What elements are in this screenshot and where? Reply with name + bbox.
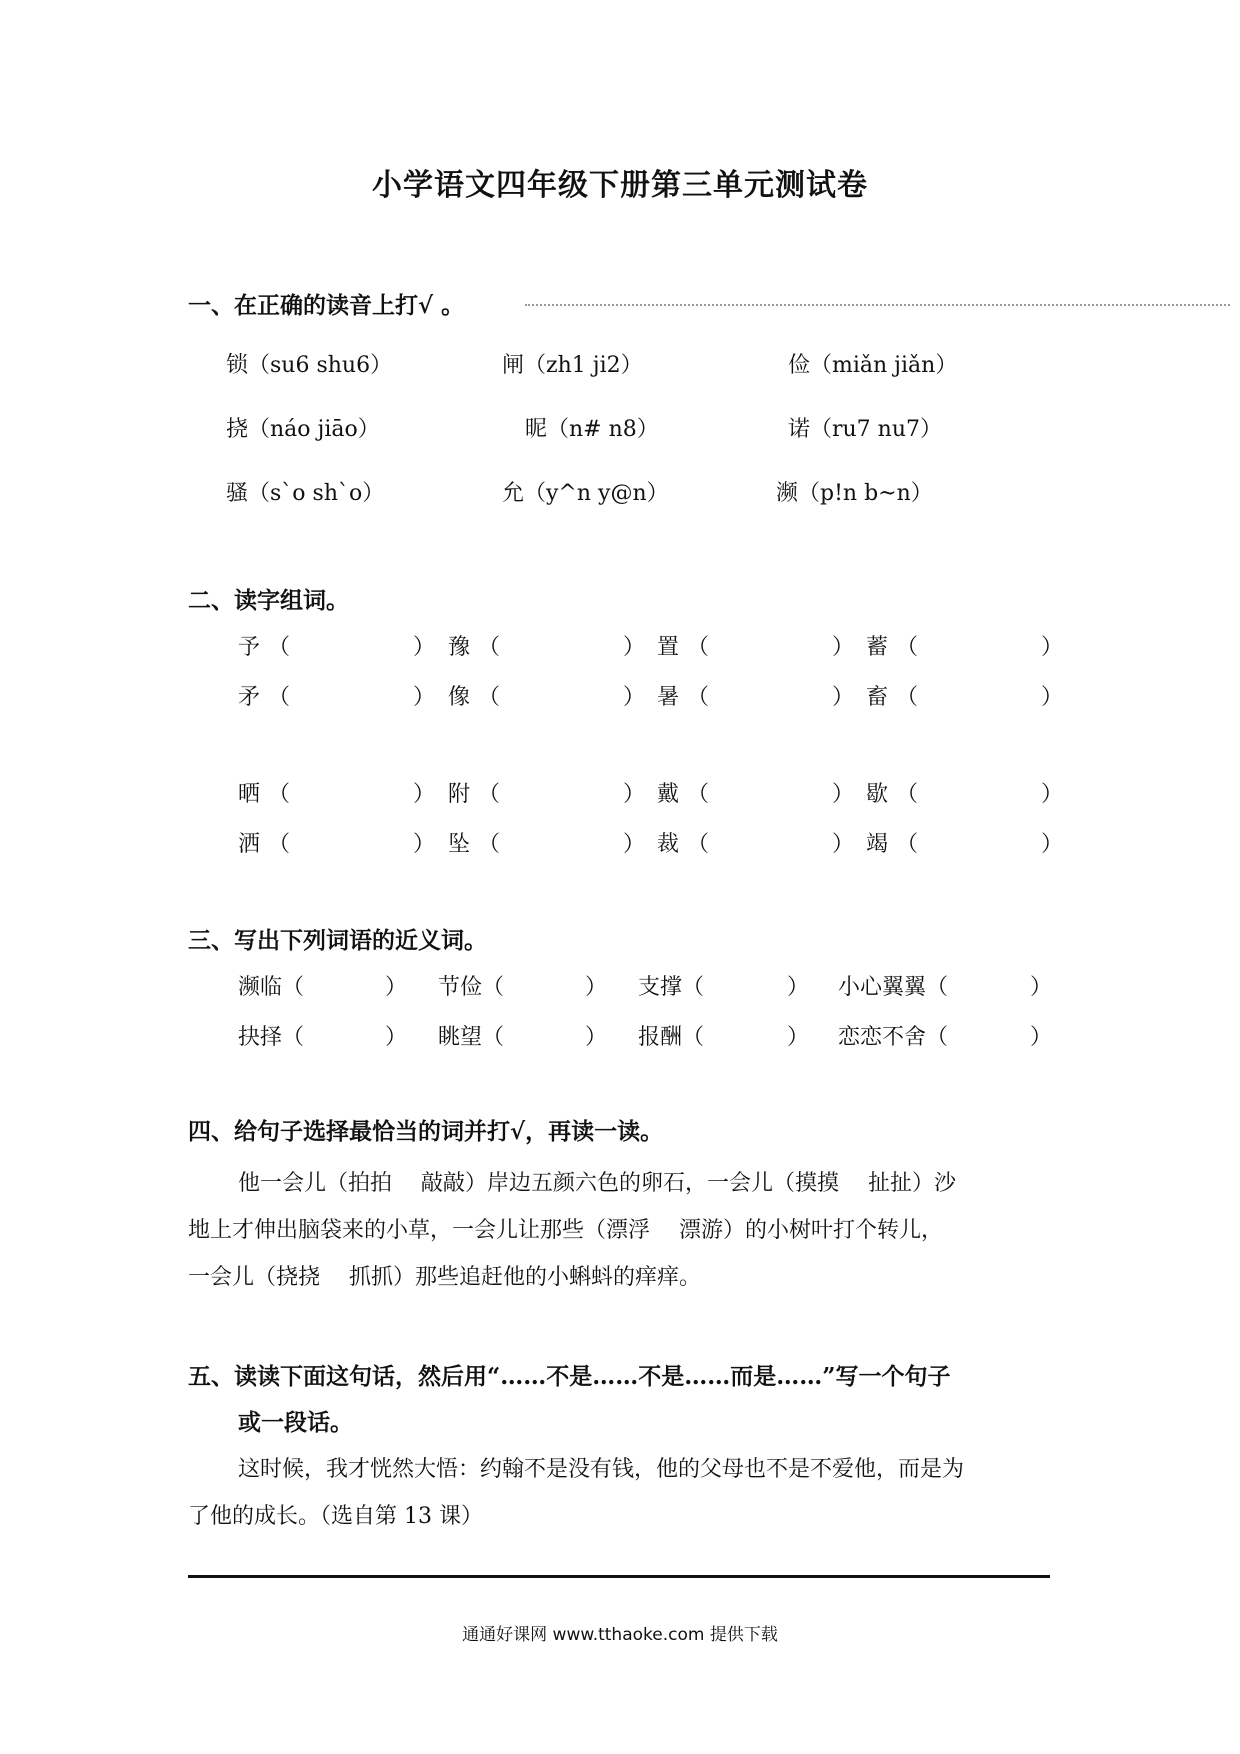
close-paren: ） [413, 635, 436, 660]
open-paren: （ [896, 685, 919, 710]
word-char: 蓄 [866, 635, 889, 660]
pinyin-item: 昵（n# n8） [525, 417, 659, 442]
section-5-heading: 五、读读下面这句话，然后用“……不是……不是……而是……”写一个句子 [188, 1363, 951, 1390]
open-paren: （ [268, 832, 291, 857]
word-char: 洒 [238, 832, 261, 857]
paragraph-line: 地上才伸出脑袋来的小草，一会儿让那些（漂浮 漂游）的小树叶打个转儿， [188, 1218, 943, 1243]
open-paren: （ [687, 685, 710, 710]
close-paren: ） [585, 1025, 608, 1050]
close-paren: ） [413, 832, 436, 857]
open-paren: （ [478, 685, 501, 710]
word-char: 戴 [657, 782, 680, 807]
pinyin-item: 诺（ru7 nu7） [788, 417, 943, 442]
close-paren: ） [623, 832, 646, 857]
page-title: 小学语文四年级下册第三单元测试卷 [372, 168, 868, 203]
open-paren: （ [268, 635, 291, 660]
open-paren: （ [478, 832, 501, 857]
close-paren: ） [1041, 782, 1064, 807]
dotted-leader [525, 300, 1230, 306]
paragraph-line: 他一会儿（拍拍 敲敲）岸边五颜六色的卵石，一会儿（摸摸 扯扯）沙 [238, 1171, 956, 1196]
synonym-word: 濒临（ [238, 975, 305, 1000]
section-2-heading: 二、读字组词。 [188, 587, 349, 614]
word-char: 畜 [866, 685, 889, 710]
synonym-word: 恋恋不舍（ [838, 1025, 949, 1050]
close-paren: ） [623, 782, 646, 807]
open-paren: （ [268, 685, 291, 710]
open-paren: （ [687, 832, 710, 857]
word-char: 歇 [866, 782, 889, 807]
close-paren: ） [832, 685, 855, 710]
pinyin-item: 闸（zh1 ji2） [502, 353, 643, 378]
open-paren: （ [896, 782, 919, 807]
close-paren: ） [787, 1025, 810, 1050]
close-paren: ） [623, 635, 646, 660]
word-char: 暑 [657, 685, 680, 710]
close-paren: ） [413, 685, 436, 710]
open-paren: （ [896, 635, 919, 660]
section-5-heading-cont: 或一段话。 [238, 1409, 353, 1436]
word-char: 像 [448, 685, 471, 710]
footer-rule [188, 1575, 1050, 1578]
close-paren: ） [385, 975, 408, 1000]
close-paren: ） [413, 782, 436, 807]
footer-text: 通通好课网 www.tthaoke.com 提供下载 [462, 1625, 778, 1645]
close-paren: ） [832, 782, 855, 807]
pinyin-item: 骚（s`o sh`o） [226, 481, 385, 506]
synonym-word: 小心翼翼（ [838, 975, 949, 1000]
open-paren: （ [478, 782, 501, 807]
word-char: 置 [657, 635, 680, 660]
section-4-heading: 四、给句子选择最恰当的词并打√，再读一读。 [188, 1118, 664, 1145]
section-1-heading: 一、在正确的读音上打√ 。 [188, 292, 465, 319]
close-paren: ） [1041, 832, 1064, 857]
open-paren: （ [478, 635, 501, 660]
word-char: 裁 [657, 832, 680, 857]
close-paren: ） [832, 635, 855, 660]
word-char: 坠 [448, 832, 471, 857]
close-paren: ） [585, 975, 608, 1000]
close-paren: ） [1030, 1025, 1053, 1050]
section-3-heading: 三、写出下列词语的近义词。 [188, 927, 487, 954]
close-paren: ） [1041, 635, 1064, 660]
pinyin-item: 濒（p!n b~n） [776, 481, 933, 506]
close-paren: ） [1041, 685, 1064, 710]
close-paren: ） [623, 685, 646, 710]
pinyin-item: 挠（náo jiāo） [226, 417, 380, 442]
pinyin-item: 俭（miǎn jiǎn） [788, 353, 958, 378]
open-paren: （ [268, 782, 291, 807]
close-paren: ） [832, 832, 855, 857]
synonym-word: 节俭（ [438, 975, 505, 1000]
close-paren: ） [1030, 975, 1053, 1000]
word-char: 矛 [238, 685, 261, 710]
word-char: 晒 [238, 782, 261, 807]
paragraph-line: 一会儿（挠挠 抓抓）那些追赶他的小蝌蚪的痒痒。 [188, 1265, 701, 1290]
synonym-word: 眺望（ [438, 1025, 505, 1050]
paragraph-line: 这时候，我才恍然大悟：约翰不是没有钱，他的父母也不是不爱他，而是为 [238, 1457, 965, 1482]
open-paren: （ [687, 782, 710, 807]
word-char: 予 [238, 635, 261, 660]
close-paren: ） [385, 1025, 408, 1050]
pinyin-item: 允（y^n y@n） [502, 481, 669, 506]
open-paren: （ [687, 635, 710, 660]
paragraph-line: 了他的成长。（选自第 13 课） [188, 1504, 483, 1529]
word-char: 附 [448, 782, 471, 807]
open-paren: （ [896, 832, 919, 857]
synonym-word: 抉择（ [238, 1025, 305, 1050]
synonym-word: 支撑（ [638, 975, 705, 1000]
word-char: 豫 [448, 635, 471, 660]
close-paren: ） [787, 975, 810, 1000]
pinyin-item: 锁（su6 shu6） [226, 353, 393, 378]
synonym-word: 报酬（ [638, 1025, 705, 1050]
word-char: 竭 [866, 832, 889, 857]
